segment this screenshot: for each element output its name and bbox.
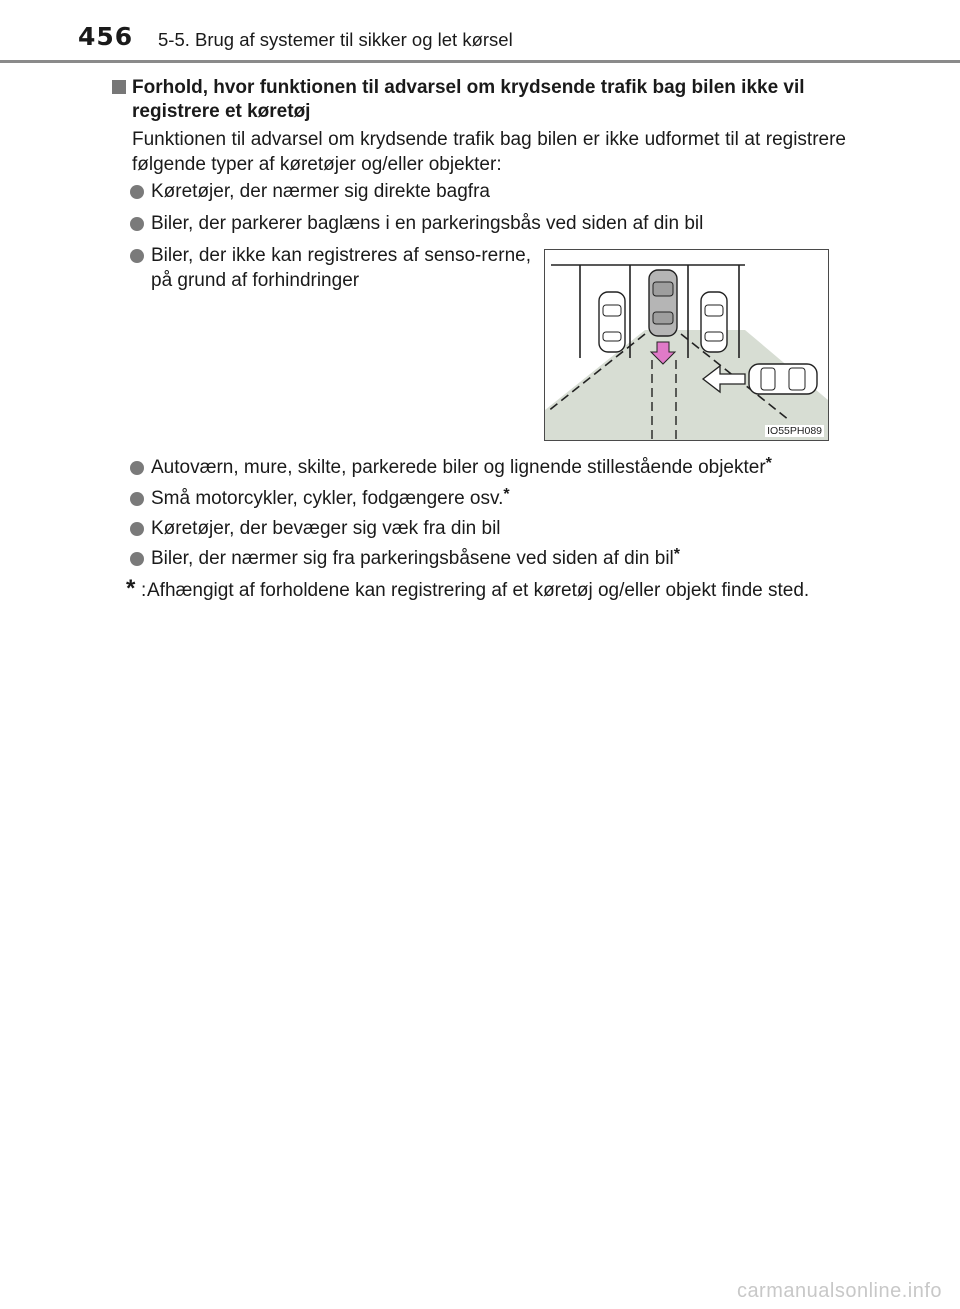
bullet-icon	[130, 249, 144, 263]
list-item-text: Køretøjer, der nærmer sig direkte bagfra	[151, 181, 490, 202]
footnote-asterisk: *	[673, 546, 681, 563]
footnote-text: Afhængigt af forholdene kan registrering af et køretøj og/eller objekt finde sted.	[147, 580, 810, 601]
heading-square-icon	[112, 80, 126, 94]
heading-text: Forhold, hvor funktionen til advarsel om krydsende trafik bag bilen ikke vil registrere et køretøj	[132, 77, 805, 122]
page-number: 456	[78, 22, 134, 51]
intro-paragraph: Funktionen til advarsel om krydsende trafik bag bilen er ikke udformet til at registrere følgende typer af køretøjer og/eller objekter:	[132, 129, 846, 175]
bullet-icon	[130, 185, 144, 199]
watermark: carmanualsonline.info	[736, 1280, 942, 1302]
footnote-asterisk: *	[765, 455, 772, 472]
list-item-text: Biler, der parkerer baglæns i en parkeringsbås ved siden af din bil	[151, 213, 704, 234]
approaching-car	[749, 364, 817, 394]
bullet-icon	[130, 522, 144, 536]
parking-diagram-svg	[545, 250, 828, 440]
own-car	[649, 270, 677, 336]
parked-car-right	[701, 292, 727, 352]
bullet-icon	[130, 552, 144, 566]
page-header	[0, 0, 960, 62]
list-item-text: Små motorcykler, cykler, fodgængere osv.	[151, 488, 504, 509]
bullet-icon	[130, 217, 144, 231]
bullet-icon	[130, 461, 144, 475]
parked-car-left	[599, 292, 625, 352]
footnote-asterisk: *	[503, 486, 510, 503]
list-item-text: Køretøjer, der bevæger sig væk fra din bil	[151, 518, 501, 539]
chapter-title: 5-5. Brug af systemer til sikker og let kørsel	[158, 29, 513, 50]
list-item-text: Biler, der nærmer sig fra parkeringsbåsene ved siden af din bil	[151, 548, 674, 569]
figure-code: IO55PH089	[767, 425, 822, 437]
header-divider	[0, 60, 960, 63]
list-item-text: Biler, der ikke kan registreres af senso-rerne, på grund af forhindringer	[151, 245, 531, 291]
bullet-icon	[130, 492, 144, 506]
parking-diagram	[544, 249, 829, 441]
list-item-text: Autoværn, mure, skilte, parkerede biler og lignende stillestående objekter	[151, 457, 766, 478]
footnote-mark: *	[126, 575, 136, 602]
